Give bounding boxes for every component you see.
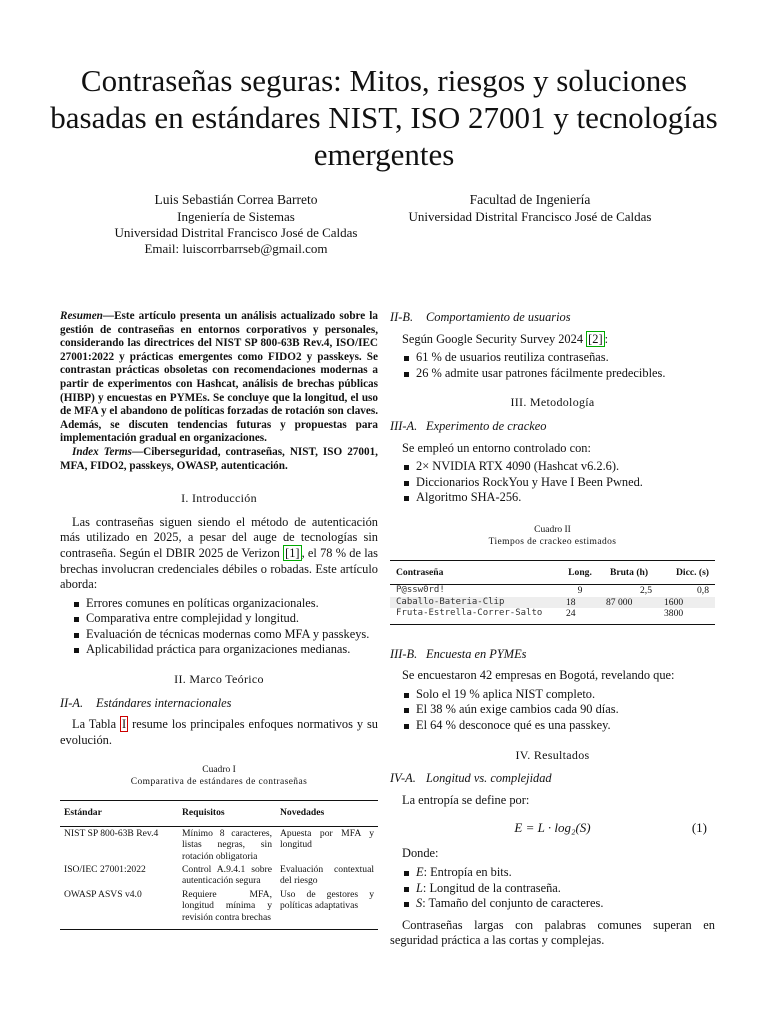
author-department: Ingeniería de Sistemas [177,209,295,224]
metodo-paragraph: Se empleó un entorno controlado con: [402,440,591,455]
table1-caption [60,764,378,788]
intro-bullet-list [60,596,378,658]
table-header-cell: Bruta (h) [600,560,658,584]
table-header-cell: Novedades [276,801,378,826]
table2-caption [390,524,715,548]
paper-title: Contraseñas seguras: Mitos, riesgos y soluciones basadas en estándares NIST, ISO 27001 y tecnologías emergentes [50,63,718,172]
intro-paragraph: Las contraseñas siguen siendo el método de autenticación más utilizado en 2025, a pesar del auge de tecnologías sin contraseña. Según el DBIR 2025 de Verizon [1] , el 78 % de las brechas involucran credenciales débiles o robadas. Este artículo aborda: [60,514,379,592]
section-heading-resultados: IV. Resultados [515,747,590,762]
list-item: L: Longitud de la contraseña. [404,881,715,897]
list-item: Diccionarios RockYou y Have I Been Pwned. [404,475,715,491]
usuarios-paragraph: Según Google Security Survey 2024 [2] : [402,331,609,346]
table-reference-link[interactable]: I [122,717,127,732]
author-name: Luis Sebastián Correa Barreto [154,192,318,207]
list-item: El 64 % desconoce qué es una passkey. [404,718,715,734]
table-row: NIST SP 800-63B Rev.4 Mínimo 8 caracteres, listas negras, sin rotación obligatoria Apuesta por MFA y longitud [64,827,374,862]
donde-label: Donde: [402,846,439,861]
citation-link-2[interactable]: [2] [588,331,603,346]
closing-paragraph: Contraseñas largas con palabras comunes superan en seguridad práctica a las cortas y complejas. [390,917,715,948]
list-item: Algoritmo SHA-256. [404,490,715,506]
equation-number: (1) [691,820,707,836]
author-university: Universidad Distrital Francisco José de Caldas [114,225,358,240]
author-email: Email: luiscorrbarrseb@gmail.com [144,241,328,256]
list-item: Errores comunes en políticas organizacionales. [74,596,378,612]
table-standards [60,800,378,930]
section-heading-metodologia: III. Metodología [510,395,595,410]
table-header-cell: Requisitos [178,801,276,826]
table-header-cell: Contraseña [390,560,560,584]
list-item: E: Entropía en bits. [404,865,715,881]
subsection-heading: III-A. Experimento de crackeo [390,418,547,433]
author-university: Universidad Distrital Francisco José de Caldas [408,209,652,224]
table-header-cell: Long. [560,560,600,584]
equation-entropy [390,812,715,842]
subsection-heading: III-B. Encuesta en PYMEs [390,646,527,661]
abstract-label: Resumen [60,310,103,322]
table1-caption-number: Cuadro I [202,765,236,776]
abstract [60,310,378,446]
table2-caption-title: Tiempos de crackeo estimados [488,536,617,547]
section-heading-intro: I. Introducción [181,491,257,506]
table-crack-times [390,560,715,625]
left-column [60,310,378,930]
author-faculty: Facultad de Ingeniería [469,192,591,207]
definitions-list [390,865,715,912]
author-block-1 [86,192,386,257]
list-item: Solo el 19 % aplica NIST completo. [404,687,715,703]
table-row: ISO/IEC 27001:2022 Control A.9.4.1 sobre autenticación segura Evaluación contextual del riesgo [64,864,374,887]
abstract-text: —Este artículo presenta un análisis actualizado sobre la gestión de contraseñas en entornos corporativos y personales, considerando las directrices del NIST SP 800-63B Rev.4, ISO/IEC 27001:2022 y prácticas emergentes como FIDO2 y passkeys. Se contrastan prácticas obsoletas con recomendaciones modernas a partir de experimentos con Hashcat, análisis de brechas públicas (HIBP) y encuestas en PYMEs. Se concluye que la longitud, el uso de MFA y el abandono de políticas forzadas de rotación son claves. Además, se discuten tendencias futuras y propuestas para implementación gradual en organizaciones. [60,310,378,445]
list-item: Aplicabilidad práctica para organizaciones medianas. [74,642,378,658]
subsection-heading: IV-A. Longitud vs. complejidad [390,771,552,786]
subsection-heading: II-B. Comportamiento de usuarios [390,310,571,324]
metodo-bullet-list [390,459,715,506]
section-heading-marco: II. Marco Teórico [174,672,264,687]
table2-caption-number: Cuadro II [534,524,571,535]
resultados-paragraph: La entropía se define por: [402,792,530,807]
table-header-cell: Estándar [60,801,178,826]
list-item: 26 % admite usar patrones fácilmente predecibles. [404,366,715,382]
list-item: S: Tamaño del conjunto de caracteres. [404,896,715,912]
table-row: P@ssw0rd! 9 2,5 0,8 [396,585,709,597]
index-terms [60,446,378,473]
equation-formula: E = L · log₂(S) [514,820,591,836]
table1-caption-title: Comparativa de estándares de contraseñas [130,777,308,788]
usuarios-bullet-list [390,350,715,381]
index-terms-label: Index Terms [72,445,132,458]
table-row: OWASP ASVS v4.0 Requiere MFA, longitud mínima y revisión contra brechas Uso de gestores y políticas adaptativas [60,888,378,930]
author-block-2 [380,192,680,225]
table-row: Caballo-Bateria-Clip 18 87 000 1600 [390,597,715,608]
subsection-heading: II-A. Estándares internacionales [60,695,232,710]
list-item: 2× NVIDIA RTX 4090 (Hashcat v6.2.6). [404,459,715,475]
index-terms-text: —Ciberseguridad, contraseñas, NIST, ISO 27001, MFA, FIDO2, passkeys, OWASP, autenticación. [60,445,378,472]
list-item: Evaluación de técnicas modernas como MFA y passkeys. [74,627,378,643]
marco-paragraph: La Tabla I resume los principales enfoques normativos y su evolución. [60,717,378,747]
encuesta-bullet-list [390,687,715,734]
right-column [390,310,715,949]
table-row: Fruta-Estrella-Correr-Salto 24 3800 [390,608,715,624]
list-item: Comparativa entre complejidad y longitud. [74,611,378,627]
list-item: 61 % de usuarios reutiliza contraseñas. [404,350,715,366]
list-item: El 38 % aún exige cambios cada 90 días. [404,702,715,718]
encuesta-paragraph: Se encuestaron 42 empresas en Bogotá, revelando que: [402,668,675,683]
citation-link-1[interactable]: [1] [285,545,300,560]
table-header-cell: Dicc. (s) [658,560,715,584]
